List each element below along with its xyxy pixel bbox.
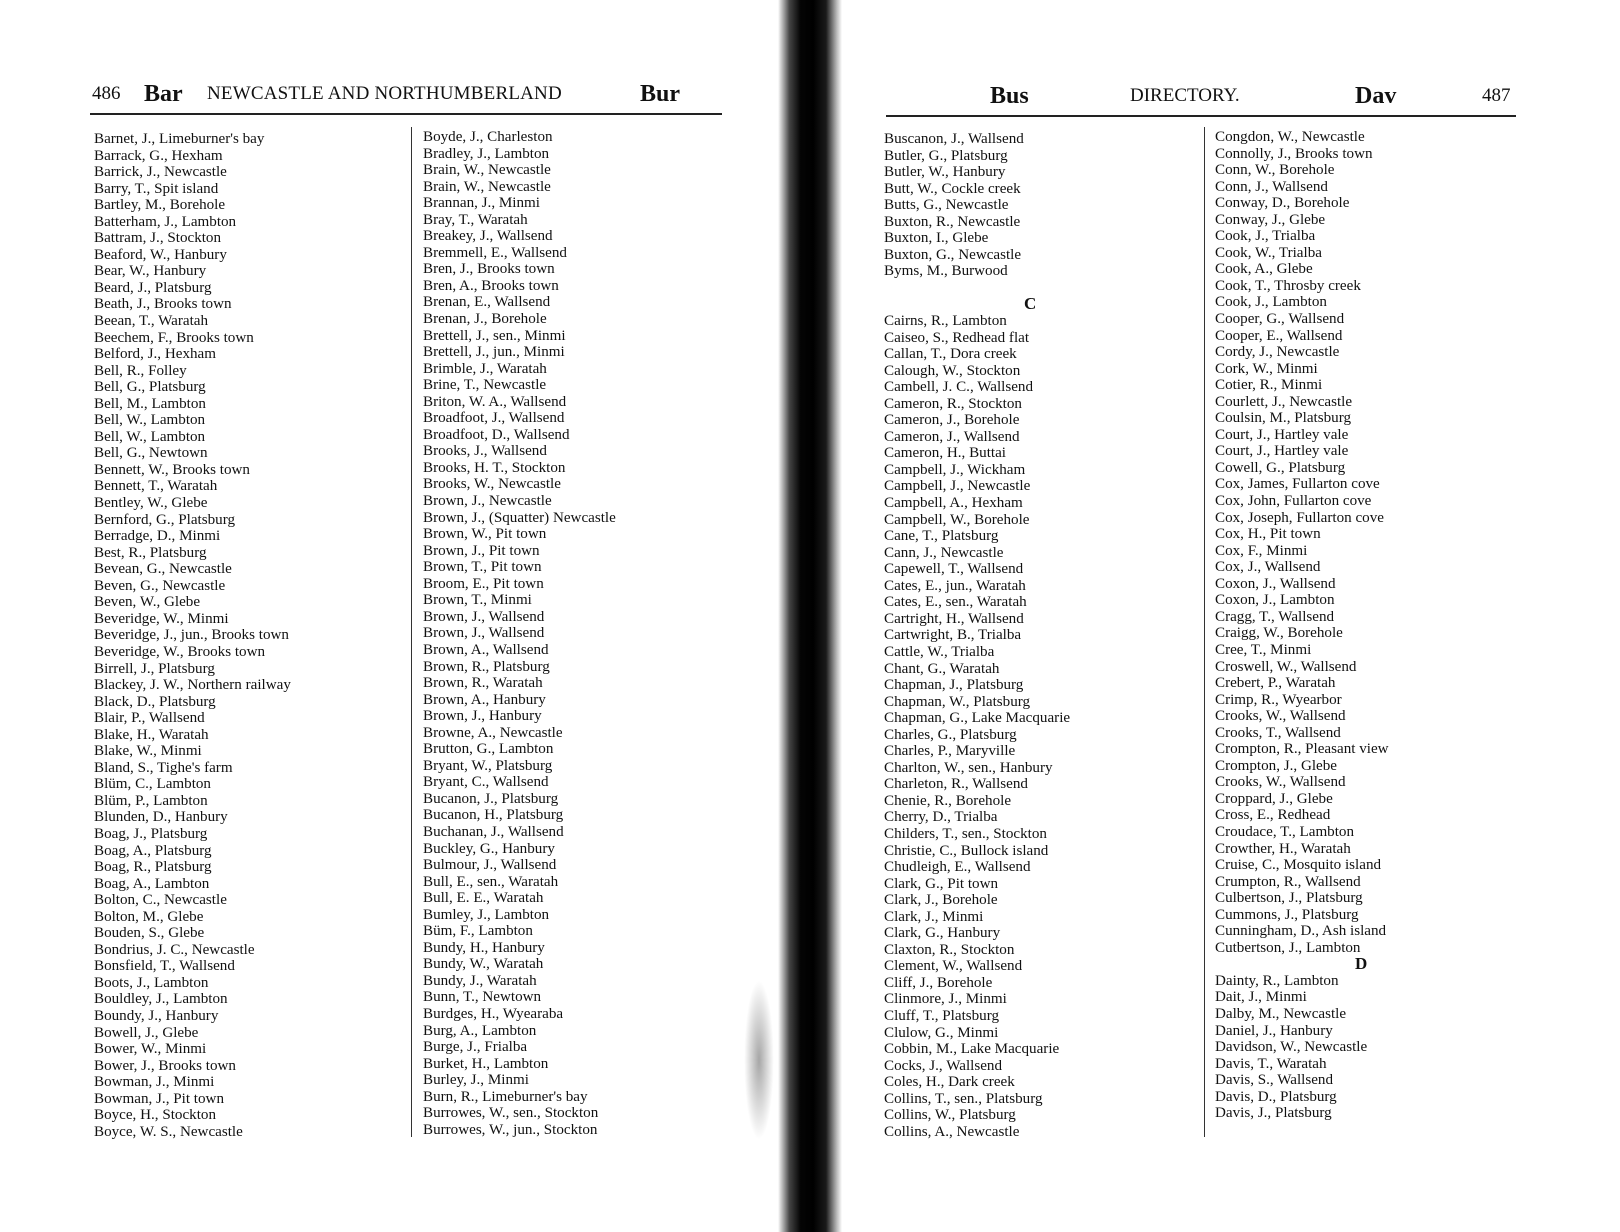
guide-word-last-left: Bur [640, 81, 681, 107]
directory-entry: Coxon, J., Lambton [1215, 592, 1335, 609]
directory-entry: Clark, J., Borehole [884, 892, 998, 909]
directory-entry: Capewell, T., Wallsend [884, 561, 1024, 578]
directory-entry: Cork, W., Minmi [1215, 360, 1318, 377]
directory-entry: Crooks, T., Wallsend [1215, 724, 1341, 741]
directory-entry: Bunn, T., Newtown [423, 989, 542, 1006]
directory-entry: Breakey, J., Wallsend [423, 228, 553, 245]
directory-entry: Broom, E., Pit town [423, 575, 544, 592]
directory-entry: Belford, J., Hexham [94, 346, 216, 363]
page-number-left: 486 [92, 83, 121, 104]
directory-entry: Cutbertson, J., Lambton [1215, 939, 1361, 956]
directory-entry: Barrack, G., Hexham [94, 147, 223, 164]
directory-entry: Bell, M., Lambton [94, 395, 206, 412]
directory-entry: Buxton, G., Newcastle [884, 246, 1022, 263]
directory-entry: Bumley, J., Lambton [423, 906, 550, 923]
directory-entry: Bowell, J., Glebe [94, 1024, 199, 1041]
directory-entry: Cook, J., Lambton [1215, 294, 1327, 311]
directory-entry: Burdges, H., Wyearaba [423, 1005, 564, 1022]
directory-entry: Croppard, J., Glebe [1215, 790, 1333, 807]
directory-entry: Conway, J., Glebe [1215, 211, 1326, 228]
directory-entry: Bartley, M., Borehole [94, 197, 226, 214]
directory-entry: Cooper, G., Wallsend [1215, 311, 1345, 328]
directory-entry: Brenan, E., Wallsend [423, 294, 551, 311]
directory-entry: Bull, E., sen., Waratah [423, 873, 559, 890]
directory-entry: Bower, W., Minmi [94, 1041, 207, 1058]
directory-entry: Brown, J., Newcastle [423, 493, 552, 510]
directory-entry: Blunden, D., Hanbury [94, 809, 228, 826]
directory-entry: Culbertson, J., Platsburg [1215, 890, 1363, 907]
directory-entry: Brimble, J., Waratah [423, 360, 547, 377]
directory-entry: Charleton, R., Wallsend [884, 776, 1028, 793]
directory-entry: Clark, J., Minmi [884, 908, 984, 925]
directory-entry: Bundy, H., Hanbury [423, 939, 545, 956]
directory-entry: Boag, J., Platsburg [94, 825, 208, 842]
directory-entry: Black, D., Platsburg [94, 693, 216, 710]
directory-entry: Bren, A., Brooks town [423, 277, 559, 294]
directory-entry: Clulow, G., Minmi [884, 1024, 999, 1041]
directory-entry: Beechem, F., Brooks town [94, 329, 254, 346]
running-title-right: DIRECTORY. [1130, 85, 1240, 106]
directory-entry: Cliff, J., Borehole [884, 974, 993, 991]
directory-entry: Crompton, J., Glebe [1215, 757, 1337, 774]
directory-entry: Berradge, D., Minmi [94, 528, 221, 545]
directory-entry: Claxton, R., Stockton [884, 941, 1015, 958]
directory-entry: Bower, J., Brooks town [94, 1057, 236, 1074]
directory-entry: Chant, G., Waratah [884, 660, 1000, 677]
directory-entry: Cates, E., sen., Waratah [884, 594, 1027, 611]
directory-entry: Bondrius, J. C., Newcastle [94, 941, 255, 958]
directory-entry: Brannan, J., Minmi [423, 195, 540, 212]
directory-entry: Brown, J., Pit town [423, 542, 540, 559]
directory-entry: Bevean, G., Newcastle [94, 561, 232, 578]
directory-entry: Buxton, R., Newcastle [884, 213, 1021, 230]
directory-entry: Brown, A., Wallsend [423, 641, 549, 658]
directory-entry: Cowell, G., Platsburg [1215, 459, 1346, 476]
directory-entry: Boag, A., Lambton [94, 875, 210, 892]
directory-entry: Butts, G., Newcastle [884, 197, 1009, 214]
directory-entry: Cooper, E., Wallsend [1215, 327, 1343, 344]
directory-entry: Charles, G., Platsburg [884, 726, 1017, 743]
directory-entry: Blake, W., Minmi [94, 743, 202, 760]
directory-entry: Brooks, J., Wallsend [423, 443, 547, 460]
directory-entry: Briton, W. A., Wallsend [423, 393, 567, 410]
directory-entry: Cates, E., jun., Waratah [884, 577, 1026, 594]
directory-entry: Blackey, J. W., Northern railway [94, 677, 291, 694]
directory-entry: Brutton, G., Lambton [423, 741, 554, 758]
directory-entry: Christie, C., Bullock island [884, 842, 1049, 859]
directory-entry: Bell, W., Lambton [94, 428, 206, 445]
directory-entry: Davis, T., Waratah [1215, 1055, 1327, 1072]
directory-entry: Coles, H., Dark creek [884, 1074, 1015, 1091]
directory-entry: Cameron, J., Wallsend [884, 428, 1020, 445]
directory-entry: Brown, J., Hanbury [423, 708, 542, 725]
directory-entry: Cummons, J., Platsburg [1215, 906, 1359, 923]
directory-entry: Brown, R., Waratah [423, 675, 543, 692]
directory-entry: Bray, T., Waratah [423, 211, 528, 228]
directory-entry: Cobbin, M., Lake Macquarie [884, 1041, 1060, 1058]
directory-entry: Court, J., Hartley vale [1215, 443, 1349, 460]
directory-entry: Broadfoot, J., Wallsend [423, 410, 565, 427]
directory-entry: Cocks, J., Wallsend [884, 1057, 1002, 1074]
section-spacer [884, 280, 1070, 297]
directory-entry: Chapman, G., Lake Macquarie [884, 710, 1071, 727]
directory-entry: Collins, A., Newcastle [884, 1123, 1020, 1140]
directory-entry: Cameron, H., Buttai [884, 445, 1006, 462]
directory-entry: Crompton, R., Pleasant view [1215, 741, 1389, 758]
directory-entry: Blüm, C., Lambton [94, 776, 211, 793]
directory-entry: Cox, J., Wallsend [1215, 559, 1321, 576]
directory-entry: Bland, S., Tighe's farm [94, 759, 233, 776]
directory-entry: Boots, J., Lambton [94, 974, 209, 991]
directory-entry: Chenie, R., Borehole [884, 792, 1012, 809]
directory-entry: Coulsin, M., Platsburg [1215, 410, 1352, 427]
header-rule-left [90, 113, 722, 115]
column-divider-left [411, 127, 412, 1137]
directory-entry: Best, R., Platsburg [94, 544, 207, 561]
directory-entry: Crebert, P., Waratah [1215, 675, 1336, 692]
directory-entry: Daniel, J., Hanbury [1215, 1022, 1333, 1039]
directory-entry: Cox, James, Fullarton cove [1215, 476, 1380, 493]
directory-entry: Croswell, W., Wallsend [1215, 658, 1357, 675]
directory-entry: Bolton, M., Glebe [94, 908, 204, 925]
directory-entry: Bowman, J., Minmi [94, 1074, 215, 1091]
directory-entry: Broadfoot, D., Wallsend [423, 426, 570, 443]
directory-entry: Buxton, I., Glebe [884, 230, 989, 247]
directory-entry: Clark, G., Hanbury [884, 925, 1001, 942]
directory-entry: Dait, J., Minmi [1215, 989, 1307, 1006]
directory-entry: Connolly, J., Brooks town [1215, 145, 1373, 162]
directory-entry: Battram, J., Stockton [94, 230, 222, 247]
directory-entry: Chudleigh, E., Wallsend [884, 859, 1031, 876]
directory-entry: Cane, T., Platsburg [884, 528, 999, 545]
directory-entry: Brettell, J., jun., Minmi [423, 344, 565, 361]
column-divider-right [1204, 127, 1205, 1137]
directory-entry: Beard, J., Platsburg [94, 279, 212, 296]
directory-entry: Beven, G., Newcastle [94, 577, 226, 594]
directory-entry: Crumpton, R., Wallsend [1215, 873, 1361, 890]
directory-entry: Beveridge, W., Minmi [94, 610, 229, 627]
directory-entry: Brown, R., Platsburg [423, 658, 550, 675]
directory-entry: Brown, J., Wallsend [423, 625, 545, 642]
directory-entry: Bell, G., Newtown [94, 445, 208, 462]
directory-entry: Boyce, H., Stockton [94, 1107, 216, 1124]
directory-entry: Boag, R., Platsburg [94, 859, 212, 876]
directory-entry: Bouden, S., Glebe [94, 925, 205, 942]
directory-entry: Crooks, W., Wallsend [1215, 774, 1346, 791]
running-title-left: NEWCASTLE AND NORTHUMBERLAND [207, 83, 562, 104]
directory-entry: Congdon, W., Newcastle [1215, 129, 1365, 145]
directory-entry: Davis, D., Platsburg [1215, 1088, 1337, 1105]
directory-entry: Beath, J., Brooks town [94, 296, 232, 313]
directory-entry: Birrell, J., Platsburg [94, 660, 215, 677]
directory-entry: Davis, J., Platsburg [1215, 1105, 1332, 1122]
directory-entry: Boag, A., Platsburg [94, 842, 212, 859]
directory-entry: Bonsfield, T., Wallsend [94, 958, 235, 975]
directory-entry: Bryant, C., Wallsend [423, 774, 549, 791]
directory-entry: Blair, P., Wallsend [94, 710, 205, 727]
directory-entry: Buscanon, J., Wallsend [884, 131, 1024, 147]
directory-entry: Cameron, R., Stockton [884, 395, 1022, 412]
directory-entry: Cunningham, D., Ash island [1215, 923, 1387, 940]
directory-entry: Campbell, A., Hexham [884, 495, 1023, 512]
directory-entry: Craigg, W., Borehole [1215, 625, 1343, 642]
directory-entry: Butler, W., Hanbury [884, 164, 1006, 181]
directory-entry: Bear, W., Hanbury [94, 263, 207, 280]
directory-entry: Bundy, W., Waratah [423, 956, 544, 973]
left-page-header [92, 79, 712, 109]
directory-entry: Cox, H., Pit town [1215, 526, 1321, 543]
directory-entry: Butt, W., Cockle creek [884, 180, 1021, 197]
directory-entry: Clement, W., Wallsend [884, 958, 1023, 975]
directory-entry: Childers, T., sen., Stockton [884, 825, 1047, 842]
directory-entry: Brain, W., Newcastle [423, 178, 551, 195]
section-letter-heading: C [1024, 294, 1037, 314]
directory-entry: Buckley, G., Hanbury [423, 840, 555, 857]
directory-entry: Cox, John, Fullarton cove [1215, 493, 1372, 510]
directory-entry: Cluff, T., Platsburg [884, 1007, 1000, 1024]
book-gutter-shadow [778, 0, 842, 1232]
directory-entry: Bentley, W., Glebe [94, 495, 208, 512]
directory-entry: Barrick, J., Newcastle [94, 164, 227, 181]
directory-entry: Crimp, R., Wyearbor [1215, 691, 1342, 708]
directory-entry: Bren, J., Brooks town [423, 261, 555, 278]
directory-entry: Charlton, W., sen., Hanbury [884, 759, 1053, 776]
directory-entry: Browne, A., Newcastle [423, 724, 563, 741]
directory-entry: Chapman, W., Platsburg [884, 693, 1031, 710]
directory-entry: Bernford, G., Platsburg [94, 511, 236, 528]
directory-entry: Bowman, J., Pit town [94, 1090, 224, 1107]
directory-entry: Blüm, P., Lambton [94, 792, 208, 809]
directory-entry: Barnet, J., Limeburner's bay [94, 131, 265, 147]
directory-entry: Bennett, T., Waratah [94, 478, 218, 495]
directory-entry: Cox, Joseph, Fullarton cove [1215, 509, 1384, 526]
directory-entry: Conway, D., Borehole [1215, 195, 1350, 212]
directory-entry: Cann, J., Newcastle [884, 544, 1004, 561]
guide-word-first-right: Bus [990, 83, 1029, 109]
directory-entry: Conn, J., Wallsend [1215, 178, 1328, 195]
directory-entry: Brooks, H. T., Stockton [423, 459, 566, 476]
directory-entry: Davis, S., Wallsend [1215, 1072, 1333, 1089]
directory-entry: Crowther, H., Waratah [1215, 840, 1351, 857]
directory-entry: Brooks, W., Newcastle [423, 476, 561, 493]
directory-entry: Bryant, W., Platsburg [423, 757, 553, 774]
directory-entry: Cook, T., Throsby creek [1215, 277, 1361, 294]
directory-entry: Davidson, W., Newcastle [1215, 1039, 1368, 1056]
page-smudge [744, 980, 774, 1140]
directory-entry: Cross, E., Redhead [1215, 807, 1331, 824]
directory-entry: Cruise, C., Mosquito island [1215, 857, 1382, 874]
directory-entry: Burg, A., Lambton [423, 1022, 537, 1039]
directory-entry: Courlett, J., Newcastle [1215, 393, 1353, 410]
directory-entry: Cameron, J., Borehole [884, 412, 1020, 429]
directory-entry: Burrowes, W., jun., Stockton [423, 1121, 598, 1138]
right-page-header [990, 81, 1530, 111]
directory-entry: Conn, W., Borehole [1215, 162, 1335, 179]
directory-entry: Brenan, J., Borehole [423, 311, 547, 328]
directory-entry: Bell, G., Platsburg [94, 379, 206, 396]
directory-entry: Charles, P., Maryville [884, 743, 1016, 760]
directory-entry: Cook, A., Glebe [1215, 261, 1313, 278]
guide-word-last-right: Dav [1355, 83, 1397, 109]
directory-entry: Cree, T., Minmi [1215, 641, 1312, 658]
directory-entry: Barry, T., Spit island [94, 180, 219, 197]
directory-entry: Bennett, W., Brooks town [94, 461, 250, 478]
directory-entry: Croudace, T., Lambton [1215, 823, 1355, 840]
directory-entry: Buchanan, J., Wallsend [423, 823, 564, 840]
directory-entry: Bulmour, J., Wallsend [423, 857, 557, 874]
directory-entry: Brown, T., Minmi [423, 592, 532, 609]
directory-entry: Burley, J., Minmi [423, 1072, 529, 1089]
directory-entry: Bouldley, J., Lambton [94, 991, 228, 1008]
directory-entry: Beaford, W., Hanbury [94, 246, 227, 263]
directory-entry: Bradley, J., Lambton [423, 145, 550, 162]
directory-entry: Brown, J., Wallsend [423, 608, 545, 625]
directory-entry: Dainty, R., Lambton [1215, 972, 1339, 989]
directory-entry: Cartwright, B., Trialba [884, 627, 1022, 644]
directory-entry: Campbell, J., Newcastle [884, 478, 1031, 495]
directory-entry: Boyde, J., Charleston [423, 129, 553, 145]
left-page-column-1 [94, 131, 291, 1140]
directory-entry: Batterham, J., Lambton [94, 213, 237, 230]
directory-entry: Byms, M., Burwood [884, 263, 1008, 280]
directory-entry: Coxon, J., Wallsend [1215, 575, 1336, 592]
directory-entry: Cox, F., Minmi [1215, 542, 1308, 559]
directory-entry: Cordy, J., Newcastle [1215, 344, 1340, 361]
directory-entry: Clark, G., Pit town [884, 875, 999, 892]
directory-entry: Bremmell, E., Wallsend [423, 244, 567, 261]
directory-entry: Beven, W., Glebe [94, 594, 201, 611]
guide-word-first-left: Bar [144, 81, 183, 107]
directory-entry: Cherry, D., Trialba [884, 809, 998, 826]
directory-entry: Crooks, W., Wallsend [1215, 708, 1346, 725]
directory-entry: Caiseo, S., Redhead flat [884, 329, 1030, 346]
directory-entry: Brown, J., (Squatter) Newcastle [423, 509, 616, 526]
directory-entry: Campbell, J., Wickham [884, 461, 1026, 478]
directory-entry: Brettell, J., sen., Minmi [423, 327, 566, 344]
directory-entry: Bell, R., Folley [94, 362, 187, 379]
directory-entry: Bucanon, J., Platsburg [423, 790, 559, 807]
directory-entry: Brain, W., Newcastle [423, 162, 551, 179]
directory-entry: Bucanon, H., Platsburg [423, 807, 564, 824]
directory-entry: Cook, J., Trialba [1215, 228, 1316, 245]
directory-entry: Cook, W., Trialba [1215, 244, 1322, 261]
directory-entry: Chapman, J., Platsburg [884, 677, 1024, 694]
directory-entry: Cotier, R., Minmi [1215, 377, 1323, 394]
directory-entry: Boyce, W. S., Newcastle [94, 1123, 243, 1140]
directory-entry: Campbell, W., Borehole [884, 511, 1030, 528]
directory-entry: Brown, A., Hanbury [423, 691, 546, 708]
directory-entry: Brown, W., Pit town [423, 526, 547, 543]
left-page-column-2 [423, 129, 616, 1138]
directory-entry: Cartright, H., Wallsend [884, 610, 1024, 627]
directory-entry: Calough, W., Stockton [884, 362, 1021, 379]
page-number-right: 487 [1482, 85, 1511, 106]
directory-entry: Bundy, J., Waratah [423, 972, 537, 989]
directory-entry: Cragg, T., Wallsend [1215, 608, 1335, 625]
directory-entry: Dalby, M., Newcastle [1215, 1005, 1347, 1022]
directory-entry: Cambell, J. C., Wallsend [884, 379, 1034, 396]
directory-entry: Bell, W., Lambton [94, 412, 206, 429]
directory-entry: Collins, W., Platsburg [884, 1107, 1016, 1124]
directory-entry: Bolton, C., Newcastle [94, 892, 227, 909]
directory-entry: Callan, T., Dora creek [884, 346, 1017, 363]
directory-entry: Cattle, W., Trialba [884, 643, 995, 660]
directory-entry: Collins, T., sen., Platsburg [884, 1090, 1043, 1107]
directory-entry: Blake, H., Waratah [94, 726, 209, 743]
directory-entry: Büm, F., Lambton [423, 923, 533, 940]
directory-entry: Burge, J., Frialba [423, 1039, 528, 1056]
directory-entry: Court, J., Hartley vale [1215, 426, 1349, 443]
directory-entry: Bull, E. E., Waratah [423, 890, 544, 907]
directory-entry: Cairns, R., Lambton [884, 313, 1007, 330]
directory-entry: Burrowes, W., sen., Stockton [423, 1105, 599, 1122]
right-page-column-2 [1215, 129, 1389, 1122]
directory-entry: Beveridge, J., jun., Brooks town [94, 627, 289, 644]
directory-entry: Beean, T., Waratah [94, 313, 209, 330]
directory-entry: Clinmore, J., Minmi [884, 991, 1007, 1008]
directory-entry: Brown, T., Pit town [423, 559, 542, 576]
directory-entry: Burn, R., Limeburner's bay [423, 1088, 588, 1105]
directory-entry: Butler, G., Platsburg [884, 147, 1008, 164]
directory-entry: Brine, T., Newcastle [423, 377, 547, 394]
right-page-column-1 [884, 131, 1070, 1140]
directory-entry: Burket, H., Lambton [423, 1055, 549, 1072]
directory-entry: Beveridge, W., Brooks town [94, 643, 266, 660]
header-rule-right [886, 115, 1516, 117]
directory-entry: Boundy, J., Hanbury [94, 1007, 219, 1024]
section-letter-heading: D [1355, 954, 1368, 974]
